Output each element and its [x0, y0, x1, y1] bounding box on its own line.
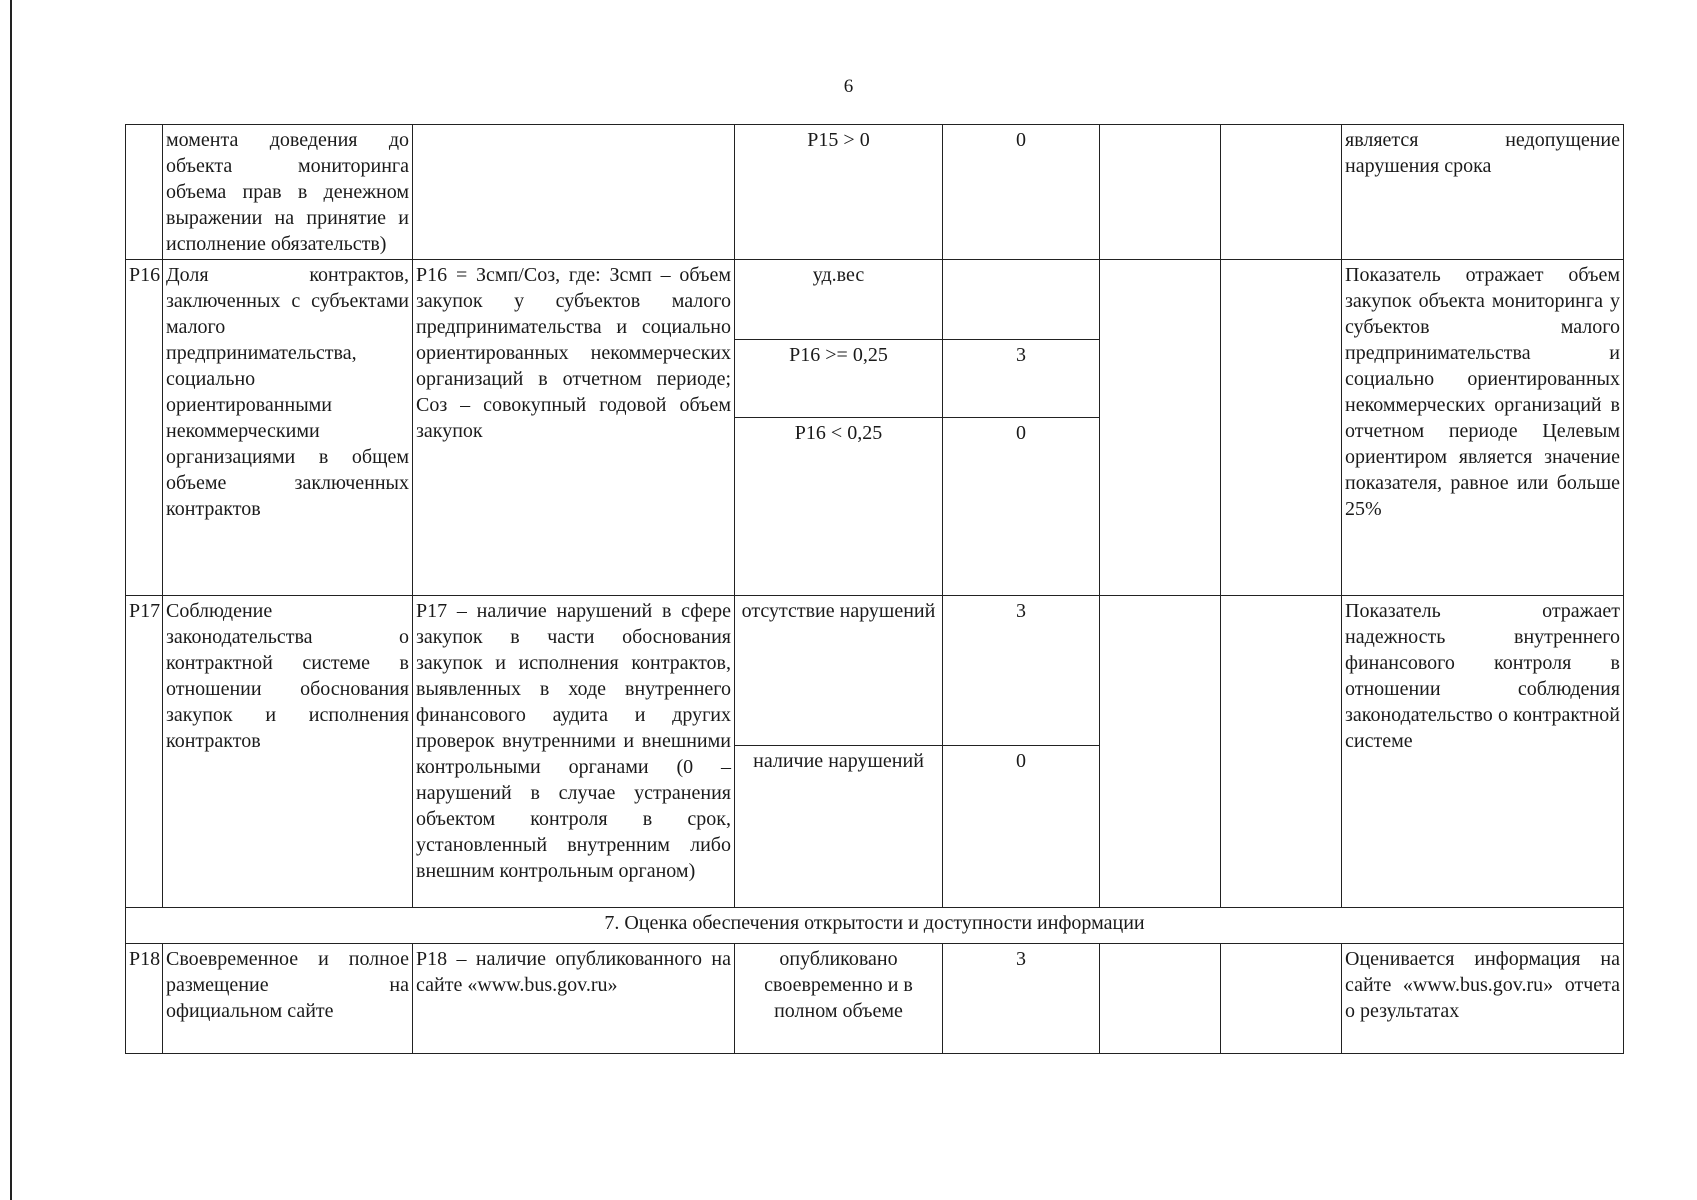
empty-cell [1100, 944, 1221, 1054]
score-cell: 0 [943, 125, 1100, 260]
scan-edge-line [10, 0, 12, 1200]
table-row [126, 944, 1624, 1054]
score-cell: 0 [943, 746, 1100, 908]
empty-cell [1221, 596, 1342, 908]
indicator-cell: момента доведения до объекта мониторинга объема прав в денежном выражении на принятие и исполнение обязательств) [163, 125, 413, 260]
unit-cell: уд.вес [735, 260, 943, 340]
score-cell: 3 [943, 596, 1100, 746]
indicator-cell: Соблюдение законодательства о контрактной системе в отношении обоснования закупок и исполнения контрактов [163, 596, 413, 908]
table-row [126, 260, 1624, 340]
row-code-cell [126, 125, 163, 260]
empty-cell [1221, 125, 1342, 260]
comment-cell: Показатель отражает надежность внутреннего финансового контроля в отношении соблюдения законодательство о контрактной системе [1342, 596, 1624, 908]
condition-cell: опубликовано своевременно и в полном объеме [735, 944, 943, 1054]
formula-cell: P17 – наличие нарушений в сфере закупок в части обоснования закупок и исполнения контрактов, выявленных в ходе внутреннего финансового аудита и других проверок внутренними и внешними контрольными органами (0 – нарушений в случае устранения объектом контроля в срок, установленный внутренним либо внешним контрольным органом) [413, 596, 735, 908]
condition-cell: P16 >= 0,25 [735, 340, 943, 418]
condition-cell: наличие нарушений [735, 746, 943, 908]
empty-cell [1221, 944, 1342, 1054]
empty-cell [1100, 260, 1221, 596]
table-row [126, 125, 1624, 260]
condition-cell: P15 > 0 [735, 125, 943, 260]
formula-cell: P16 = Зсмп/Соз, где: Зсмп – объем закупок у субъектов малого предпринимательства и социально ориентированных некоммерческих организаций в отчетном периоде; Соз – совокупный годовой объем закупок [413, 260, 735, 596]
empty-cell [1100, 125, 1221, 260]
empty-cell [1221, 260, 1342, 596]
indicator-cell: Своевременное и полное размещение на официальном сайте [163, 944, 413, 1054]
formula-cell: P18 – наличие опубликованного на сайте «www.bus.gov.ru» [413, 944, 735, 1054]
monitoring-indicators-table [125, 124, 1624, 1054]
score-cell [943, 260, 1100, 340]
condition-cell: отсутствие нарушений [735, 596, 943, 746]
page-number: 6 [843, 76, 854, 97]
row-code-cell: P17 [126, 596, 163, 908]
row-code-cell: P16 [126, 260, 163, 596]
indicator-cell: Доля контрактов, заключенных с субъектами малого предпринимательства, социально ориентированными некоммерческими организациями в общем объеме заключенных контрактов [163, 260, 413, 596]
score-cell: 3 [943, 340, 1100, 418]
comment-cell: Показатель отражает объем закупок объекта мониторинга у субъектов малого предпринимательства и социально ориентированных некоммерческих организаций в отчетном периоде Целевым ориентиром является значение показателя, равное или больше 25% [1342, 260, 1624, 596]
table-row [126, 596, 1624, 746]
formula-cell [413, 125, 735, 260]
row-code-cell: P18 [126, 944, 163, 1054]
empty-cell [1100, 596, 1221, 908]
comment-cell: Оценивается информация на сайте «www.bus.gov.ru» отчета о результатах [1342, 944, 1624, 1054]
condition-cell: P16 < 0,25 [735, 418, 943, 596]
score-cell: 3 [943, 944, 1100, 1054]
section-row [126, 908, 1624, 944]
score-cell: 0 [943, 418, 1100, 596]
comment-cell: является недопущение нарушения срока [1342, 125, 1624, 260]
section-heading: 7. Оценка обеспечения открытости и доступности информации [126, 908, 1624, 944]
